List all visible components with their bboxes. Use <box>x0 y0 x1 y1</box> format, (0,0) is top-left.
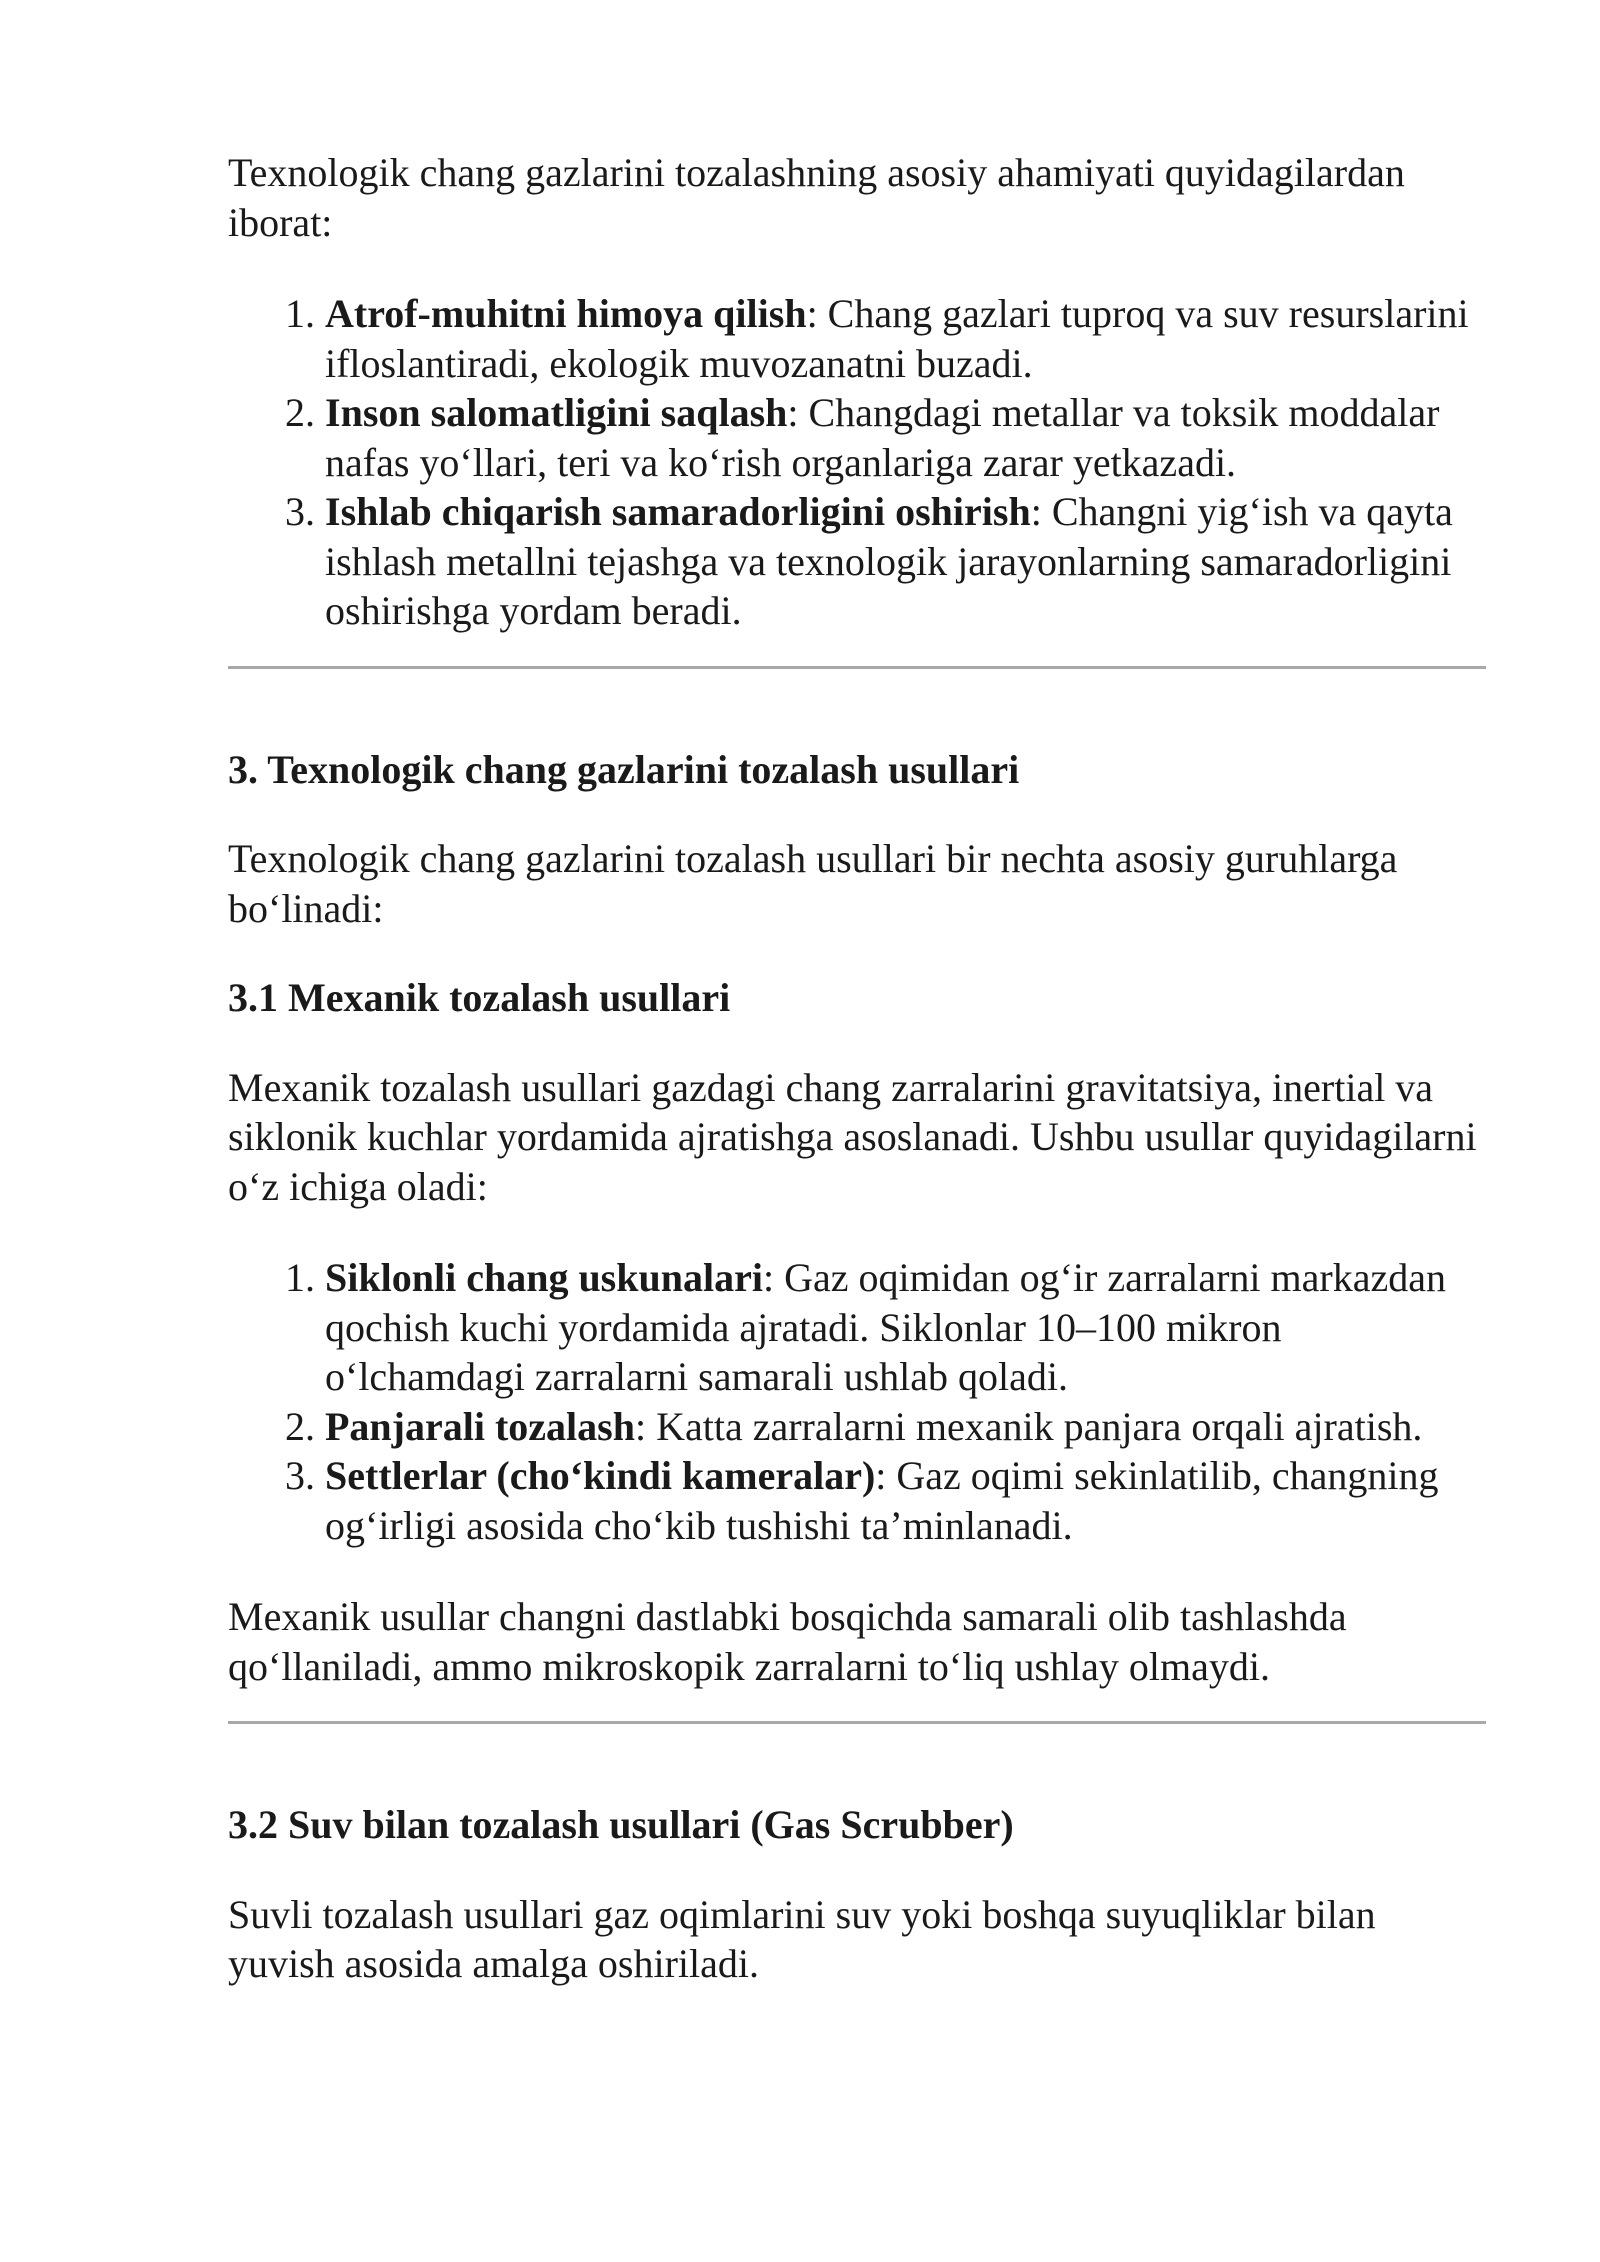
list-item <box>325 289 1490 388</box>
section-3-intro: Texnologik chang gazlarini tozalash usullari bir nechta asosiy guruhlarga bo‘linadi: <box>228 836 1398 931</box>
document-page <box>228 148 1490 1989</box>
list-item <box>325 388 1490 487</box>
section-3-2-intro: Suvli tozalash usullari gaz oqimlarini suv yoki boshqa suyuqliklar bilan yuvish asosida amalga oshiriladi. <box>228 1891 1376 1986</box>
importance-list <box>228 289 1490 636</box>
list-item-term: Inson salomatligini saqlash <box>325 390 788 435</box>
section-divider <box>228 666 1486 669</box>
section-3-2-heading: 3.2 Suv bilan tozalash usullari (Gas Scrubber) <box>228 1802 1014 1847</box>
list-item-desc: : Gaz oqimi sekinlatilib, changning og‘irligi asosida cho‘kib tushishi ta’minlanadi. <box>325 1453 1439 1548</box>
list-item-desc: : Katta zarralarni mexanik panjara orqali ajratish. <box>634 1403 1423 1449</box>
list-item-desc: : Changni yig‘ish va qayta ishlash metallni tejashga va texnologik jarayonlarning samaradorligini oshirishga yordam beradi. <box>325 489 1453 633</box>
list-item <box>325 487 1490 636</box>
mechanical-methods-list <box>228 1253 1490 1550</box>
section-divider <box>228 1721 1486 1724</box>
list-item-term: Atrof-muhitni himoya qilish <box>325 291 807 336</box>
section-3-1-conclusion: Mexanik usullar changni dastlabki bosqichda samarali olib tashlashda qo‘llaniladi, ammo mikroskopik zarralarni to‘liq ushlay olmaydi. <box>228 1594 1347 1689</box>
list-item-term: Ishlab chiqarish samaradorligini oshirish <box>325 489 1031 534</box>
list-item-desc: : Changdagi metallar va toksik moddalar nafas yo‘llari, teri va ko‘rish organlariga zarar yetkazadi. <box>325 390 1440 485</box>
section-3-heading: 3. Texnologik chang gazlarini tozalash usullari <box>228 746 1020 792</box>
list-item <box>325 1253 1490 1402</box>
list-item-term: Settlerlar (cho‘kindi kameralar) <box>325 1453 876 1498</box>
section-3-1-intro: Mexanik tozalash usullari gazdagi chang zarralarini gravitatsiya, inertial va siklonik kuchlar yordamida ajratishga asoslanadi. Ushbu usullar quyidagilarni o‘z ichiga oladi: <box>228 1064 1477 1209</box>
list-item-term: Panjarali tozalash <box>325 1403 635 1449</box>
list-item-term: Siklonli chang uskunalari <box>325 1255 763 1300</box>
list-item <box>325 1402 1490 1452</box>
list-item-desc: : Chang gazlari tuproq va suv resurslarini ifloslantiradi, ekologik muvozanatni buzadi. <box>325 291 1469 386</box>
intro-paragraph: Texnologik chang gazlarini tozalashning asosiy ahamiyati quyidagilardan iborat: <box>228 150 1405 245</box>
list-item-desc: : Gaz oqimidan og‘ir zarralarni markazdan qochish kuchi yordamida ajratadi. Siklonlar 10–100 mikron o‘lchamdagi zarralarni samarali ushlab qoladi. <box>325 1255 1446 1399</box>
section-3-1-heading: 3.1 Mexanik tozalash usullari <box>228 975 731 1020</box>
list-item <box>325 1451 1490 1550</box>
